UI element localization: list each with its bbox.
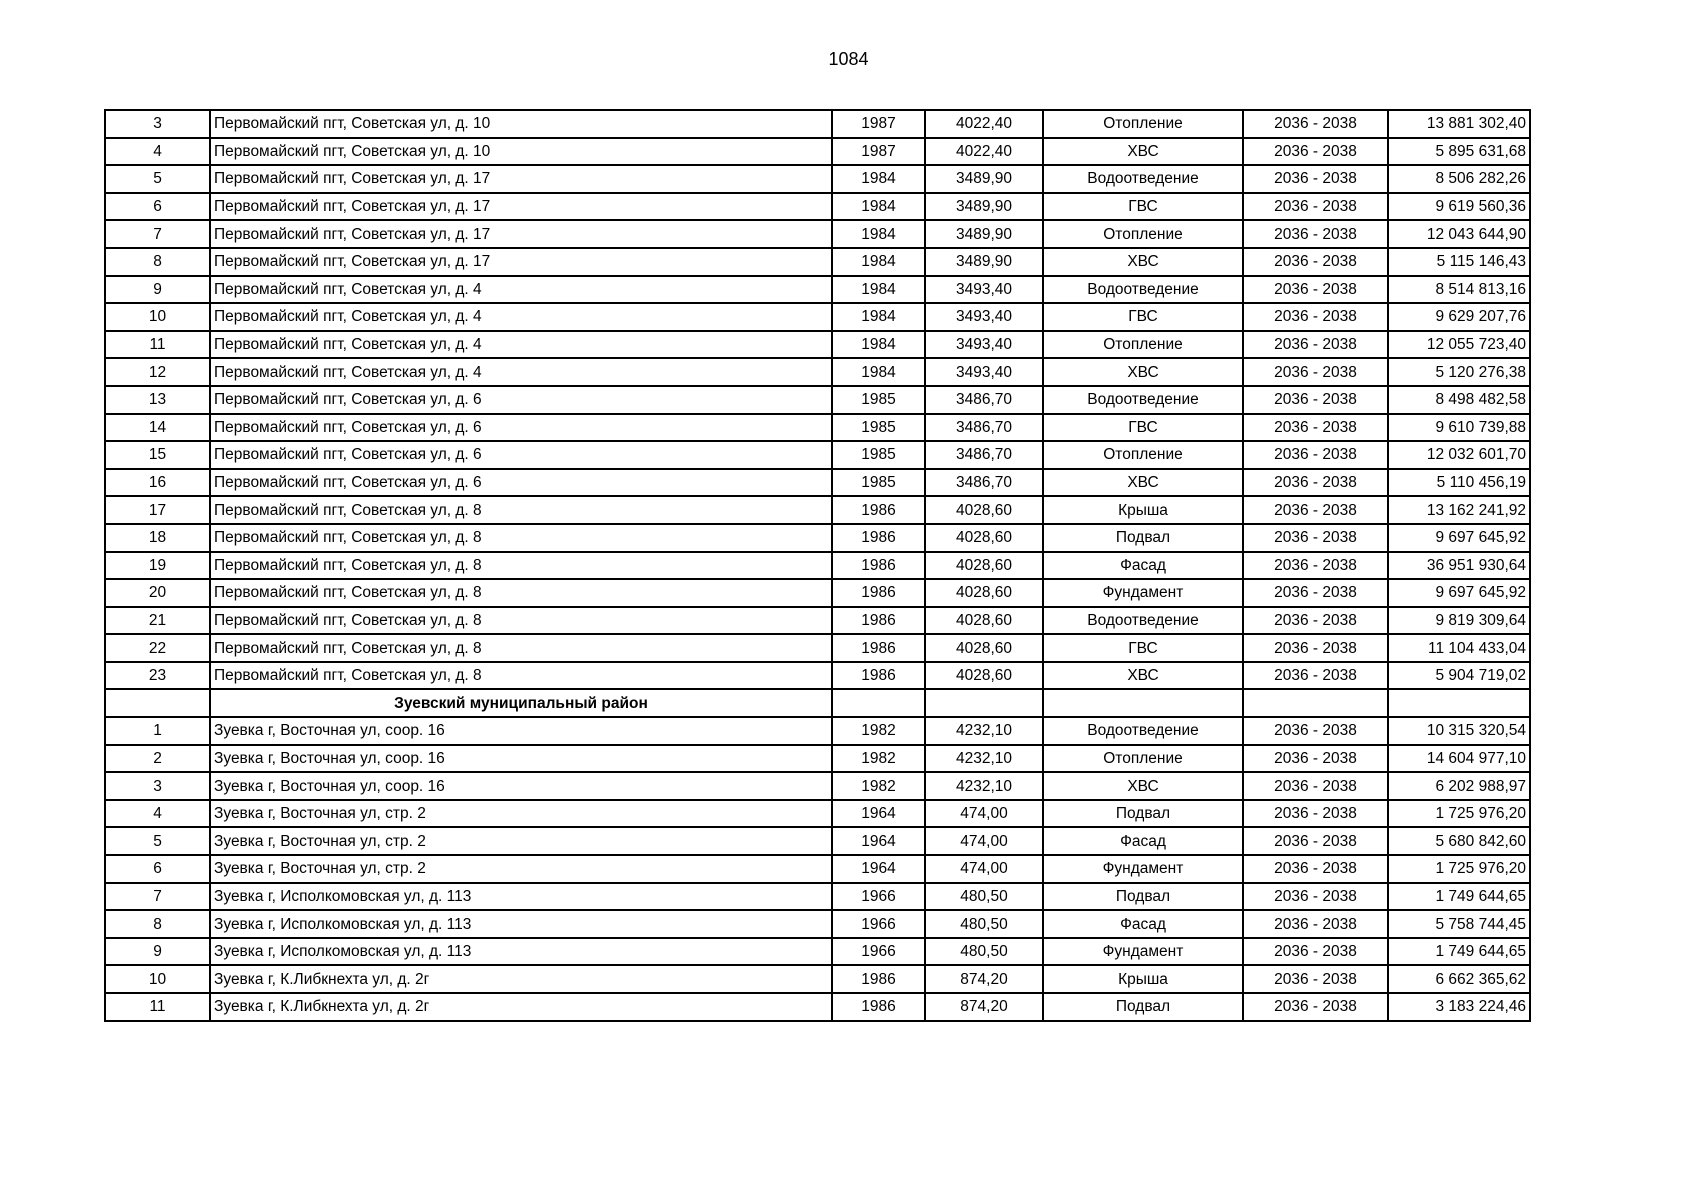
cost-cell: 1 749 644,65 — [1388, 883, 1530, 911]
period-cell: 2036 - 2038 — [1243, 579, 1388, 607]
address-cell: Первомайский пгт, Советская ул, д. 8 — [210, 552, 832, 580]
area-cell: 4232,10 — [925, 745, 1043, 773]
empty-cell — [1388, 689, 1530, 717]
address-cell: Первомайский пгт, Советская ул, д. 6 — [210, 441, 832, 469]
period-cell: 2036 - 2038 — [1243, 717, 1388, 745]
build-year-cell: 1984 — [832, 165, 925, 193]
row-number-cell: 4 — [105, 800, 210, 828]
table-row — [105, 276, 1530, 304]
cost-cell: 5 110 456,19 — [1388, 469, 1530, 497]
table-row — [105, 965, 1530, 993]
work-type-cell: Водоотведение — [1043, 165, 1243, 193]
table-row — [105, 165, 1530, 193]
address-cell: Первомайский пгт, Советская ул, д. 4 — [210, 331, 832, 359]
row-number-cell: 8 — [105, 248, 210, 276]
area-cell: 3493,40 — [925, 276, 1043, 304]
table-row — [105, 855, 1530, 883]
area-cell: 474,00 — [925, 855, 1043, 883]
build-year-cell: 1987 — [832, 138, 925, 166]
work-type-cell: ГВС — [1043, 634, 1243, 662]
area-cell: 3489,90 — [925, 165, 1043, 193]
table-row — [105, 110, 1530, 138]
work-type-cell: Фасад — [1043, 910, 1243, 938]
table-row — [105, 248, 1530, 276]
period-cell: 2036 - 2038 — [1243, 220, 1388, 248]
period-cell: 2036 - 2038 — [1243, 138, 1388, 166]
table-row — [105, 662, 1530, 690]
work-type-cell: ГВС — [1043, 414, 1243, 442]
address-cell: Первомайский пгт, Советская ул, д. 17 — [210, 248, 832, 276]
work-type-cell: Фундамент — [1043, 938, 1243, 966]
build-year-cell: 1964 — [832, 827, 925, 855]
row-number-cell: 11 — [105, 331, 210, 359]
area-cell: 3486,70 — [925, 469, 1043, 497]
cost-cell: 5 680 842,60 — [1388, 827, 1530, 855]
cost-cell: 36 951 930,64 — [1388, 552, 1530, 580]
area-cell: 3493,40 — [925, 331, 1043, 359]
period-cell: 2036 - 2038 — [1243, 386, 1388, 414]
area-cell: 3489,90 — [925, 220, 1043, 248]
address-cell: Первомайский пгт, Советская ул, д. 10 — [210, 138, 832, 166]
area-cell: 480,50 — [925, 910, 1043, 938]
address-cell: Первомайский пгт, Советская ул, д. 4 — [210, 303, 832, 331]
row-number-cell: 21 — [105, 607, 210, 635]
table-row — [105, 220, 1530, 248]
area-cell: 3493,40 — [925, 303, 1043, 331]
row-number-cell: 9 — [105, 938, 210, 966]
area-cell: 874,20 — [925, 965, 1043, 993]
empty-cell — [1243, 689, 1388, 717]
row-number-cell: 18 — [105, 524, 210, 552]
cost-cell: 9 629 207,76 — [1388, 303, 1530, 331]
work-type-cell: Отопление — [1043, 110, 1243, 138]
period-cell: 2036 - 2038 — [1243, 303, 1388, 331]
period-cell: 2036 - 2038 — [1243, 993, 1388, 1021]
address-cell: Первомайский пгт, Советская ул, д. 8 — [210, 634, 832, 662]
row-number-cell: 5 — [105, 827, 210, 855]
work-type-cell: ХВС — [1043, 469, 1243, 497]
address-cell: Первомайский пгт, Советская ул, д. 8 — [210, 524, 832, 552]
table-row — [105, 524, 1530, 552]
period-cell: 2036 - 2038 — [1243, 745, 1388, 773]
work-type-cell: Фундамент — [1043, 855, 1243, 883]
build-year-cell: 1985 — [832, 469, 925, 497]
cost-cell: 13 881 302,40 — [1388, 110, 1530, 138]
cost-cell: 9 697 645,92 — [1388, 579, 1530, 607]
work-type-cell: Водоотведение — [1043, 276, 1243, 304]
row-number-cell: 9 — [105, 276, 210, 304]
row-number-cell: 7 — [105, 883, 210, 911]
address-cell: Зуевка г, К.Либкнехта ул, д. 2г — [210, 993, 832, 1021]
area-cell: 4028,60 — [925, 607, 1043, 635]
period-cell: 2036 - 2038 — [1243, 441, 1388, 469]
area-cell: 874,20 — [925, 993, 1043, 1021]
work-type-cell: Водоотведение — [1043, 717, 1243, 745]
cost-cell: 11 104 433,04 — [1388, 634, 1530, 662]
cost-cell: 8 498 482,58 — [1388, 386, 1530, 414]
cost-cell: 5 120 276,38 — [1388, 358, 1530, 386]
build-year-cell: 1984 — [832, 331, 925, 359]
address-cell: Первомайский пгт, Советская ул, д. 4 — [210, 358, 832, 386]
address-cell: Первомайский пгт, Советская ул, д. 8 — [210, 662, 832, 690]
cost-cell: 5 895 631,68 — [1388, 138, 1530, 166]
area-cell: 480,50 — [925, 883, 1043, 911]
row-number-cell: 15 — [105, 441, 210, 469]
build-year-cell: 1966 — [832, 883, 925, 911]
cost-cell: 6 202 988,97 — [1388, 772, 1530, 800]
row-number-cell: 6 — [105, 855, 210, 883]
section-header-row — [105, 689, 1530, 717]
address-cell: Первомайский пгт, Советская ул, д. 10 — [210, 110, 832, 138]
area-cell: 474,00 — [925, 827, 1043, 855]
area-cell: 4028,60 — [925, 524, 1043, 552]
build-year-cell: 1986 — [832, 965, 925, 993]
work-type-cell: Фасад — [1043, 827, 1243, 855]
table-row — [105, 910, 1530, 938]
table-row — [105, 717, 1530, 745]
address-cell: Зуевка г, Исполкомовская ул, д. 113 — [210, 883, 832, 911]
table-row — [105, 883, 1530, 911]
work-type-cell: Отопление — [1043, 745, 1243, 773]
row-number-cell: 2 — [105, 745, 210, 773]
address-cell: Зуевка г, Восточная ул, соор. 16 — [210, 717, 832, 745]
row-number-cell: 10 — [105, 303, 210, 331]
repair-schedule-table — [104, 109, 1531, 1022]
cost-cell: 1 725 976,20 — [1388, 855, 1530, 883]
period-cell: 2036 - 2038 — [1243, 938, 1388, 966]
table-row — [105, 800, 1530, 828]
build-year-cell: 1982 — [832, 717, 925, 745]
period-cell: 2036 - 2038 — [1243, 800, 1388, 828]
work-type-cell: Фасад — [1043, 552, 1243, 580]
area-cell: 4022,40 — [925, 110, 1043, 138]
work-type-cell: Фундамент — [1043, 579, 1243, 607]
row-number-cell: 12 — [105, 358, 210, 386]
row-number-cell: 23 — [105, 662, 210, 690]
table-row — [105, 303, 1530, 331]
build-year-cell: 1984 — [832, 303, 925, 331]
cost-cell: 9 697 645,92 — [1388, 524, 1530, 552]
empty-cell — [925, 689, 1043, 717]
area-cell: 3489,90 — [925, 248, 1043, 276]
row-number-cell: 16 — [105, 469, 210, 497]
build-year-cell: 1986 — [832, 496, 925, 524]
row-number-cell: 8 — [105, 910, 210, 938]
cost-cell: 12 032 601,70 — [1388, 441, 1530, 469]
build-year-cell: 1986 — [832, 552, 925, 580]
cost-cell: 9 619 560,36 — [1388, 193, 1530, 221]
work-type-cell: Отопление — [1043, 441, 1243, 469]
row-number-cell: 14 — [105, 414, 210, 442]
period-cell: 2036 - 2038 — [1243, 414, 1388, 442]
build-year-cell: 1982 — [832, 772, 925, 800]
row-number-cell: 11 — [105, 993, 210, 1021]
address-cell: Первомайский пгт, Советская ул, д. 4 — [210, 276, 832, 304]
table-row — [105, 634, 1530, 662]
empty-cell — [832, 689, 925, 717]
build-year-cell: 1964 — [832, 855, 925, 883]
address-cell: Зуевка г, Исполкомовская ул, д. 113 — [210, 910, 832, 938]
area-cell: 4232,10 — [925, 717, 1043, 745]
address-cell: Первомайский пгт, Советская ул, д. 8 — [210, 607, 832, 635]
period-cell: 2036 - 2038 — [1243, 607, 1388, 635]
build-year-cell: 1987 — [832, 110, 925, 138]
work-type-cell: Подвал — [1043, 800, 1243, 828]
table-row — [105, 138, 1530, 166]
cost-cell: 3 183 224,46 — [1388, 993, 1530, 1021]
period-cell: 2036 - 2038 — [1243, 358, 1388, 386]
table-body — [105, 110, 1530, 1021]
section-title: Зуевский муниципальный район — [210, 689, 832, 717]
build-year-cell: 1982 — [832, 745, 925, 773]
row-number-cell: 6 — [105, 193, 210, 221]
address-cell: Первомайский пгт, Советская ул, д. 6 — [210, 414, 832, 442]
period-cell: 2036 - 2038 — [1243, 855, 1388, 883]
period-cell: 2036 - 2038 — [1243, 276, 1388, 304]
table-row — [105, 496, 1530, 524]
row-number-cell: 19 — [105, 552, 210, 580]
address-cell: Зуевка г, Восточная ул, стр. 2 — [210, 827, 832, 855]
area-cell: 4028,60 — [925, 662, 1043, 690]
address-cell: Зуевка г, Восточная ул, стр. 2 — [210, 800, 832, 828]
table-row — [105, 331, 1530, 359]
address-cell: Зуевка г, Восточная ул, соор. 16 — [210, 745, 832, 773]
build-year-cell: 1984 — [832, 220, 925, 248]
cost-cell: 9 819 309,64 — [1388, 607, 1530, 635]
row-number-cell: 4 — [105, 138, 210, 166]
work-type-cell: Подвал — [1043, 993, 1243, 1021]
table-row — [105, 827, 1530, 855]
row-number-cell: 3 — [105, 110, 210, 138]
work-type-cell: Подвал — [1043, 883, 1243, 911]
cost-cell: 9 610 739,88 — [1388, 414, 1530, 442]
area-cell: 3486,70 — [925, 414, 1043, 442]
cost-cell: 12 055 723,40 — [1388, 331, 1530, 359]
cost-cell: 12 043 644,90 — [1388, 220, 1530, 248]
page-number: 1084 — [828, 49, 869, 69]
cost-cell: 10 315 320,54 — [1388, 717, 1530, 745]
area-cell: 4028,60 — [925, 634, 1043, 662]
period-cell: 2036 - 2038 — [1243, 496, 1388, 524]
build-year-cell: 1984 — [832, 276, 925, 304]
empty-cell — [1043, 689, 1243, 717]
period-cell: 2036 - 2038 — [1243, 552, 1388, 580]
table-row — [105, 358, 1530, 386]
build-year-cell: 1985 — [832, 441, 925, 469]
cost-cell: 8 514 813,16 — [1388, 276, 1530, 304]
work-type-cell: ХВС — [1043, 248, 1243, 276]
period-cell: 2036 - 2038 — [1243, 469, 1388, 497]
period-cell: 2036 - 2038 — [1243, 772, 1388, 800]
build-year-cell: 1986 — [832, 524, 925, 552]
work-type-cell: Водоотведение — [1043, 607, 1243, 635]
row-number-cell: 3 — [105, 772, 210, 800]
work-type-cell: Отопление — [1043, 331, 1243, 359]
period-cell: 2036 - 2038 — [1243, 827, 1388, 855]
cost-cell: 1 725 976,20 — [1388, 800, 1530, 828]
area-cell: 4022,40 — [925, 138, 1043, 166]
work-type-cell: Подвал — [1043, 524, 1243, 552]
build-year-cell: 1986 — [832, 634, 925, 662]
area-cell: 4232,10 — [925, 772, 1043, 800]
cost-cell: 6 662 365,62 — [1388, 965, 1530, 993]
area-cell: 3489,90 — [925, 193, 1043, 221]
work-type-cell: ГВС — [1043, 193, 1243, 221]
work-type-cell: ГВС — [1043, 303, 1243, 331]
work-type-cell: Отопление — [1043, 220, 1243, 248]
period-cell: 2036 - 2038 — [1243, 662, 1388, 690]
period-cell: 2036 - 2038 — [1243, 524, 1388, 552]
row-number-cell: 5 — [105, 165, 210, 193]
work-type-cell: ХВС — [1043, 662, 1243, 690]
area-cell: 480,50 — [925, 938, 1043, 966]
period-cell: 2036 - 2038 — [1243, 110, 1388, 138]
build-year-cell: 1966 — [832, 910, 925, 938]
build-year-cell: 1985 — [832, 386, 925, 414]
period-cell: 2036 - 2038 — [1243, 910, 1388, 938]
area-cell: 4028,60 — [925, 552, 1043, 580]
cost-cell: 5 904 719,02 — [1388, 662, 1530, 690]
table-row — [105, 469, 1530, 497]
table-row — [105, 552, 1530, 580]
cost-cell: 5 758 744,45 — [1388, 910, 1530, 938]
work-type-cell: Крыша — [1043, 496, 1243, 524]
address-cell: Зуевка г, Восточная ул, соор. 16 — [210, 772, 832, 800]
build-year-cell: 1964 — [832, 800, 925, 828]
table-row — [105, 745, 1530, 773]
table-row — [105, 441, 1530, 469]
row-number-cell: 17 — [105, 496, 210, 524]
cost-cell: 14 604 977,10 — [1388, 745, 1530, 773]
empty-cell — [105, 689, 210, 717]
address-cell: Зуевка г, Восточная ул, стр. 2 — [210, 855, 832, 883]
work-type-cell: ХВС — [1043, 358, 1243, 386]
address-cell: Зуевка г, К.Либкнехта ул, д. 2г — [210, 965, 832, 993]
build-year-cell: 1986 — [832, 993, 925, 1021]
table-row — [105, 579, 1530, 607]
table-row — [105, 772, 1530, 800]
table-row — [105, 938, 1530, 966]
build-year-cell: 1984 — [832, 248, 925, 276]
work-type-cell: ХВС — [1043, 138, 1243, 166]
area-cell: 474,00 — [925, 800, 1043, 828]
address-cell: Первомайский пгт, Советская ул, д. 17 — [210, 193, 832, 221]
build-year-cell: 1985 — [832, 414, 925, 442]
period-cell: 2036 - 2038 — [1243, 193, 1388, 221]
area-cell: 3486,70 — [925, 386, 1043, 414]
row-number-cell: 7 — [105, 220, 210, 248]
cost-cell: 8 506 282,26 — [1388, 165, 1530, 193]
address-cell: Первомайский пгт, Советская ул, д. 8 — [210, 579, 832, 607]
work-type-cell: Водоотведение — [1043, 386, 1243, 414]
address-cell: Зуевка г, Исполкомовская ул, д. 113 — [210, 938, 832, 966]
table-row — [105, 607, 1530, 635]
work-type-cell: Крыша — [1043, 965, 1243, 993]
table-row — [105, 193, 1530, 221]
cost-cell: 1 749 644,65 — [1388, 938, 1530, 966]
table-row — [105, 386, 1530, 414]
address-cell: Первомайский пгт, Советская ул, д. 17 — [210, 165, 832, 193]
period-cell: 2036 - 2038 — [1243, 331, 1388, 359]
row-number-cell: 22 — [105, 634, 210, 662]
address-cell: Первомайский пгт, Советская ул, д. 6 — [210, 386, 832, 414]
build-year-cell: 1966 — [832, 938, 925, 966]
build-year-cell: 1984 — [832, 193, 925, 221]
build-year-cell: 1986 — [832, 662, 925, 690]
area-cell: 4028,60 — [925, 496, 1043, 524]
row-number-cell: 20 — [105, 579, 210, 607]
table-row — [105, 414, 1530, 442]
build-year-cell: 1986 — [832, 607, 925, 635]
cost-cell: 5 115 146,43 — [1388, 248, 1530, 276]
row-number-cell: 13 — [105, 386, 210, 414]
area-cell: 3486,70 — [925, 441, 1043, 469]
period-cell: 2036 - 2038 — [1243, 883, 1388, 911]
work-type-cell: ХВС — [1043, 772, 1243, 800]
table-row — [105, 993, 1530, 1021]
period-cell: 2036 - 2038 — [1243, 165, 1388, 193]
period-cell: 2036 - 2038 — [1243, 248, 1388, 276]
address-cell: Первомайский пгт, Советская ул, д. 8 — [210, 496, 832, 524]
build-year-cell: 1984 — [832, 358, 925, 386]
build-year-cell: 1986 — [832, 579, 925, 607]
cost-cell: 13 162 241,92 — [1388, 496, 1530, 524]
row-number-cell: 1 — [105, 717, 210, 745]
period-cell: 2036 - 2038 — [1243, 965, 1388, 993]
address-cell: Первомайский пгт, Советская ул, д. 6 — [210, 469, 832, 497]
area-cell: 3493,40 — [925, 358, 1043, 386]
address-cell: Первомайский пгт, Советская ул, д. 17 — [210, 220, 832, 248]
period-cell: 2036 - 2038 — [1243, 634, 1388, 662]
area-cell: 4028,60 — [925, 579, 1043, 607]
row-number-cell: 10 — [105, 965, 210, 993]
